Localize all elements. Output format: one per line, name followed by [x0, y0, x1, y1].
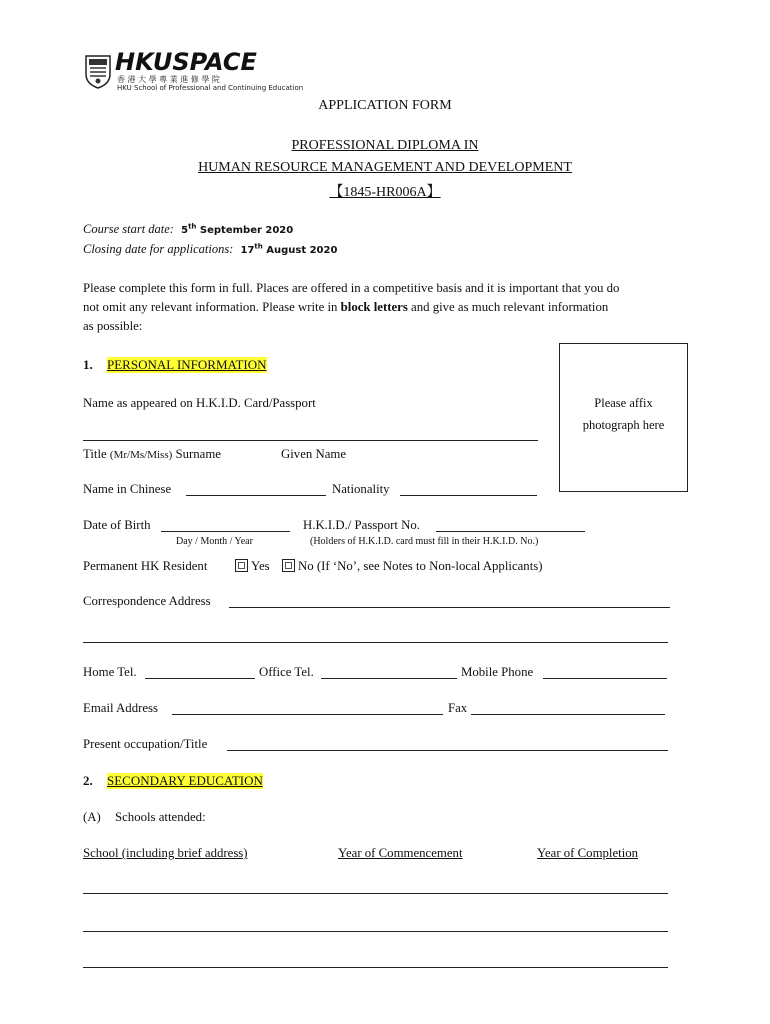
office-tel-label: Office Tel. [259, 665, 314, 679]
given-name-label: Given Name [281, 447, 347, 461]
course-start-sup: th [188, 222, 197, 231]
closing-sup: th [254, 242, 263, 251]
fax-field[interactable] [471, 714, 665, 715]
hkid-label: H.K.I.D./ Passport No. [303, 518, 420, 532]
title-label-text: Title [83, 447, 107, 461]
closing-date [83, 242, 337, 257]
office-tel-field[interactable] [321, 678, 457, 679]
fax-label: Fax [448, 701, 468, 715]
intro-line-2c: and give as much relevant information [407, 300, 609, 314]
photo-box-text-1: Please affix [594, 396, 653, 410]
program-code: 【1845-HR006A】 [329, 185, 441, 200]
section-1-heading: PERSONAL INFORMATION [107, 357, 267, 372]
resident-no-checkbox[interactable] [282, 559, 295, 572]
intro-line-3: as possible: [83, 319, 143, 333]
col-commencement: Year of Commencement [338, 846, 463, 860]
name-label: Name as appeared on H.K.I.D. Card/Passport [83, 396, 316, 410]
school-row-1[interactable] [83, 893, 668, 894]
occupation-label: Present occupation/Title [83, 737, 208, 751]
logo-wordmark: HKUSPACE [115, 48, 257, 76]
resident-no-label: No (If ‘No’, see Notes to Non-local Applicants) [298, 559, 543, 573]
closing-day: 17 [240, 245, 255, 256]
program-title: HUMAN RESOURCE MANAGEMENT AND DEVELOPMENT [198, 160, 572, 175]
intro-line-1: Please complete this form in full. Places are offered in a competitive basis and it is important that you do [83, 281, 620, 295]
resident-yes-label: Yes [251, 559, 270, 573]
schools-attended-marker: (A) [83, 810, 101, 824]
photo-box[interactable] [559, 343, 688, 492]
photo-box-text-2: photograph here [582, 418, 665, 432]
resident-label: Permanent HK Resident [83, 559, 208, 573]
hku-crest-icon [84, 54, 112, 90]
chinese-name-label: Name in Chinese [83, 482, 172, 496]
course-start-label: Course start date: [83, 222, 174, 236]
mobile-field[interactable] [543, 678, 667, 679]
logo-subtitle: HKU School of Professional and Continuing Education [117, 84, 304, 92]
col-school: School (including brief address) [83, 846, 248, 860]
address-field-1[interactable] [229, 607, 670, 608]
course-start-rest: September 2020 [199, 225, 294, 236]
school-row-2[interactable] [83, 931, 668, 932]
dob-label: Date of Birth [83, 518, 151, 532]
dob-field[interactable] [161, 531, 290, 532]
intro-line-2a: not omit any relevant information. Please write in [83, 300, 341, 314]
email-label: Email Address [83, 701, 158, 715]
intro-line-2 [83, 300, 608, 315]
school-row-3[interactable] [83, 967, 668, 968]
col-completion: Year of Completion [537, 846, 639, 860]
closing-date-label: Closing date for applications: [83, 242, 234, 256]
home-tel-field[interactable] [145, 678, 255, 679]
diploma-title: PROFESSIONAL DIPLOMA IN [291, 138, 479, 153]
dob-hint: Day / Month / Year [176, 536, 253, 547]
title-label [83, 447, 221, 462]
nationality-label: Nationality [332, 482, 390, 496]
section-2-heading: SECONDARY EDUCATION [107, 773, 263, 788]
address-field-2[interactable] [83, 642, 668, 643]
hkid-hint: (Holders of H.K.I.D. card must fill in their H.K.I.D. No.) [310, 536, 539, 547]
hkid-field[interactable] [436, 531, 585, 532]
intro-block-letters: block letters [340, 300, 408, 314]
occupation-field[interactable] [227, 750, 668, 751]
resident-yes-checkbox[interactable] [235, 559, 248, 572]
mobile-label: Mobile Phone [461, 665, 534, 679]
name-field[interactable] [83, 440, 538, 441]
closing-rest: August 2020 [266, 245, 338, 256]
form-title: APPLICATION FORM [318, 98, 452, 113]
nationality-field[interactable] [400, 495, 537, 496]
title-options: (Mr/Ms/Miss) [109, 449, 173, 461]
course-start-day: 5 [181, 225, 189, 236]
logo-chinese-name: 香 港 大 學 專 業 進 修 學 院 [117, 75, 220, 84]
home-tel-label: Home Tel. [83, 665, 137, 679]
section-2-number: 2. [83, 773, 93, 788]
address-label: Correspondence Address [83, 594, 211, 608]
email-field[interactable] [172, 714, 443, 715]
course-start-date [83, 222, 293, 237]
schools-attended-label: Schools attended: [115, 810, 206, 824]
chinese-name-field[interactable] [186, 495, 326, 496]
surname-label: Surname [175, 447, 221, 461]
section-1-number: 1. [83, 357, 93, 372]
